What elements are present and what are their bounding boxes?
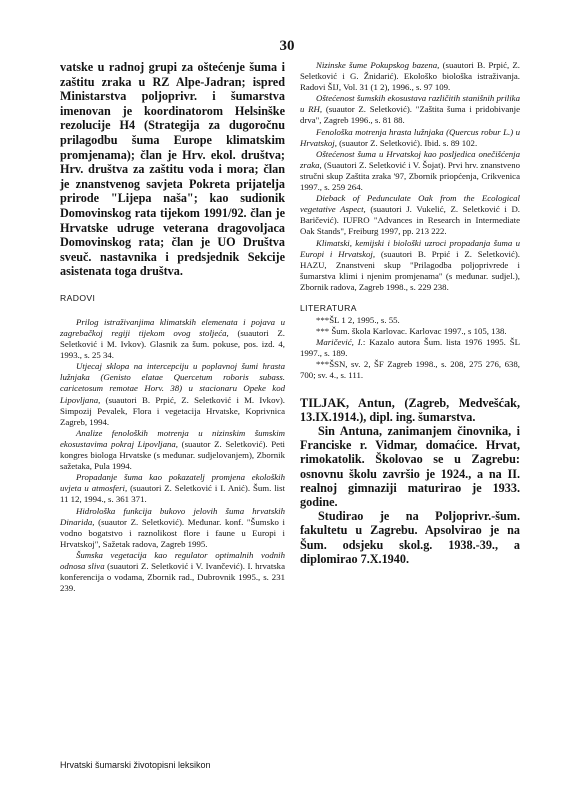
- work-details: (suautori J. Vukelić, Z. Seletković i D. Baričević). IUFRO "Advances in Research in Intermediate Oak Stands", Freiburg 1997, pp. 213 222.: [300, 204, 520, 237]
- entry-name: TILJAK, Antun,: [300, 395, 395, 410]
- work-details: (suautor Z. Seletković). Ibid. s. 89 102.: [336, 137, 478, 148]
- work-entry: [60, 550, 285, 594]
- work-title: Fenološka motrenja hrasta lužnjaka (Quercus robur L.) u Hrvatskoj,: [300, 126, 520, 148]
- work-details: (suautori Z. Seletković i I. Anić). Šum. list 11 12, 1994., s. 361 371.: [60, 483, 285, 505]
- work-entry: [300, 149, 520, 193]
- work-entry: [300, 60, 520, 93]
- work-title: Oštećenost šuma u Hrvatskoj kao posljedica onečišćenja zraka,: [300, 148, 520, 170]
- work-entry: [300, 93, 520, 126]
- work-entry: [300, 193, 520, 237]
- work-details: (suautor Z. Seletković). "Zaštita šuma i pridobivanje drva", Zagreb 1996., s. 81 88.: [300, 104, 520, 126]
- next-entry-header: [300, 396, 520, 424]
- literature-heading: LITERATURA: [300, 302, 357, 313]
- work-details: (suautor Z. Seletković). Peti kongres biologa Hrvatske (s međunar. sudjelovanjem), Zbornik sažetaka, Pula 1994.: [60, 438, 285, 472]
- work-title: Analize fenoloških motrenja u nizinskim šumskim ekosustavima pokraj Lipovljana,: [60, 427, 285, 449]
- work-title: Prilog istraživanjima klimatskih elemenata i pojava u zagrebačkoj regiji tijekom ovog stoljeća,: [60, 316, 285, 338]
- work-details: (Suautori Z. Seletković i V. Šojat). Prvi hrv. znanstveno stručni skup Zaštita zraka '97, Zbornik priopćenja, Crikvenica 1997., s. 259 264.: [300, 159, 520, 193]
- work-title: Hidrološka funkcija bukovo jelovih šuma hrvatskih Dinarida,: [60, 505, 285, 527]
- literature-text: : Kazalo autora Šum. lista 1976 1995. ŠL 1997., s. 189.: [300, 337, 521, 359]
- work-title: Propadanje šuma kao pokazatelj promjena ekoloških uvjeta u atmosferi,: [60, 472, 285, 494]
- page-number: 30: [279, 38, 295, 54]
- entry-header-details: (Zagreb, Medvešćak, 13.IX.1914.), dipl. ing. šumarstva.: [300, 395, 520, 424]
- left-column: [60, 60, 285, 594]
- work-title: Klimatski, kemijski i biološki uzroci propadanja šuma u Europi i Hrvatskoj,: [300, 237, 520, 259]
- work-entry: [60, 428, 285, 472]
- literature-entry: [300, 315, 520, 326]
- work-entry: [60, 317, 285, 361]
- entry-paragraph: Sin Antuna, zanimanjem činovnika, i Franciske r. Vidmar, domaćice. Hrvat, rimokatolik. Školovao se u Zagrebu: osnovnu školu završio je 1924., a na II. realnoj gimnaziji maturirao je 1933. godine.: [300, 423, 520, 509]
- work-entry: [60, 506, 285, 550]
- literature-author: Maričević, I.: [316, 337, 363, 348]
- right-column: [300, 60, 520, 566]
- literature-entry: [300, 359, 520, 381]
- work-details: (suautori B. Prpić, Z. Seletković i M. Ivkov). Simpozij Pevalek, Flora i vegetacija Hrvatske, Koprivnica Zagreb, 1994.: [60, 394, 285, 427]
- work-details: (suautori B. Prpić, Z. Seletković i G. Žnidarić). Ekološko biološka istraživanja. Radovi ŠIJ, Vol. 31 (1 2), 1996., s. 97 109.: [300, 60, 520, 93]
- entry-paragraph: Studirao je na Poljoprivr.-šum. fakultetu u Zagrebu. Apsolvirao je na Šum. odsjeku skol.g. 1938.-39., a diplomirao 7.X.1940.: [300, 509, 520, 566]
- literature-text: ***ŠSN, sv. 2, ŠF Zagreb 1998., s. 208, 275 276, 638, 700; sv. 4., s. 111.: [300, 359, 520, 381]
- work-details: (suautori B. Prpić i Z. Seletković). HAZU, Znanstveni skup "Prilagodba poljoprivrede i šumarstva klimi i njenim promjenama" (s međunar. sudjel.), Zbornik radova, Zagreb 1998., s. 229 238.: [300, 248, 520, 292]
- work-title: Nizinske šume Pokupskog bazena,: [316, 60, 440, 70]
- biography-continuation: vatske u radnoj grupi za oštećenje šuma i zaštitu zraka u RZ Alpe-Jadran; ispred Ministarstva poljoprivr. i šumarstva imenovan je koordinatorom Helsinške rezolucije H4 (Strategija za dugoročnu prilagodbu šuma Europe klimatskim promjenama); član je Hrv. ekol. društva; Hrv. društva za zaštitu voda i mora; član je znanstvenog savjeta Pokreta prijatelja prirode "Lijepa naša"; kao sudionik Domovinskog rata tijekom 1991/92. član je Hrvatske udruge veterana dragovoljaca Domovinskog rata; član je UO Društva sveuč. nastavnika i predsjednik Sekcije asistenata toga društva.: [60, 60, 285, 279]
- literature-text: ***ŠL 1 2, 1995., s. 55.: [316, 314, 400, 325]
- works-heading: RADOVI: [60, 292, 96, 303]
- work-entry: [300, 238, 520, 293]
- work-title: Šumska vegetacija kao regulator optimalnih vodnih odnosa sliva: [60, 549, 285, 571]
- work-title: Oštećenost šumskih ekosustava različitih stanišnih prilika u RH,: [300, 93, 520, 115]
- work-details: (suautori Z. Seletković i V. Ivančević). I. hrvatska konferencija o vodama, Zbornik rad., Dubrovnik 1995., s. 231 239.: [60, 560, 285, 594]
- literature-entry: [300, 337, 520, 359]
- work-entry: [300, 127, 520, 149]
- work-entry: [60, 361, 285, 428]
- work-title: Utjecaj sklopa na intercepciju u poplavnoj šumi hrasta lužnjaka (Genisto elatae Quercetum roboris subass. caricetosum remotae Horv. 38) u stacionaru Opeke kod Lipovljana,: [60, 361, 285, 405]
- literature-text: *** Šum. škola Karlovac. Karlovac 1997., s 105, 138.: [316, 326, 507, 337]
- work-title: Dieback of Pedunculate Oak from the Ecological vegetative Aspect,: [300, 193, 520, 215]
- work-details: (suautori Z. Seletković i M. Ivkov). Glasnik za šum. pokuse, pos. izd. 4, 1993., s. 25 34.: [60, 328, 285, 361]
- work-entry: [60, 472, 285, 505]
- work-details: (suautor Z. Seletković). Međunar. konf. "Šumsko i vodno bogatstvo i raznolikost flore i faune u Europi i Hrvatskoj", Sažetak radova, Zagreb 1995.: [60, 516, 285, 549]
- footer-title: Hrvatski šumarski životopisni leksikon: [60, 760, 211, 770]
- literature-entry: [300, 326, 520, 337]
